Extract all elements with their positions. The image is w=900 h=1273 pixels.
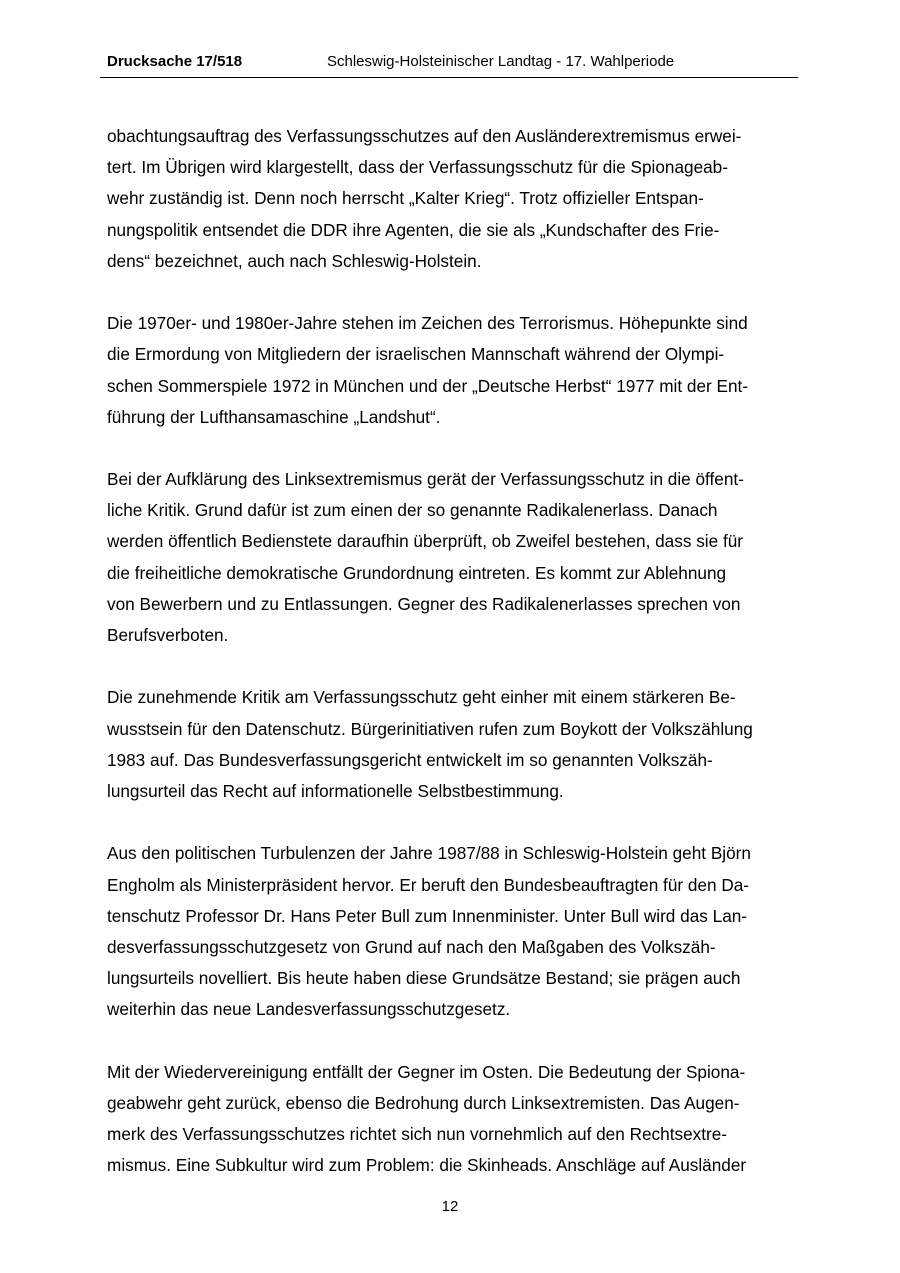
body-text: [107, 121, 803, 1213]
paragraph: [107, 121, 803, 277]
page-number: 12: [441, 1198, 459, 1215]
text-line: tert. Im Übrigen wird klargestellt, dass der Verfassungsschutz für die Spionageab-: [107, 157, 728, 178]
text-line: dens“ bezeichnet, auch nach Schleswig-Holstein.: [107, 250, 482, 271]
text-line: merk des Verfassungsschutzes richtet sich nun vornehmlich auf den Rechtsextre-: [107, 1124, 727, 1144]
paragraph: [107, 1057, 803, 1182]
text-line: Mit der Wiedervereinigung entfällt der Gegner im Osten. Die Bedeutung der Spiona-: [107, 1061, 746, 1082]
document-number: Drucksache 17/518: [107, 53, 243, 70]
text-line: Aus den politischen Turbulenzen der Jahre 1987/88 in Schleswig-Holstein geht Björn: [107, 843, 751, 864]
text-line: Die 1970er- und 1980er-Jahre stehen im Zeichen des Terrorismus. Höhepunkte sind: [107, 313, 748, 334]
text-line: von Bewerbern und zu Entlassungen. Gegner des Radikalenerlasses sprechen von: [107, 593, 741, 614]
text-line: wehr zuständig ist. Denn noch herrscht „Kalter Krieg“. Trotz offizieller Entspan-: [107, 188, 704, 209]
text-line: die freiheitliche demokratische Grundordnung eintreten. Es kommt zur Ablehnung: [107, 562, 727, 583]
text-line: schen Sommerspiele 1972 in München und der „Deutsche Herbst“ 1977 mit der Ent-: [107, 375, 749, 396]
text-line: obachtungsauftrag des Verfassungsschutzes auf den Ausländerextremismus erwei-: [107, 126, 742, 146]
paragraph: [107, 308, 803, 433]
text-line: lungsurteil das Recht auf informationelle Selbstbestimmung.: [107, 780, 564, 801]
text-line: tenschutz Professor Dr. Hans Peter Bull zum Innenminister. Unter Bull wird das Lan-: [107, 905, 748, 926]
text-line: Berufsverboten.: [107, 625, 229, 645]
text-line: desverfassungsschutzgesetz von Grund auf nach den Maßgaben des Volkszäh-: [107, 936, 716, 957]
text-line: nungspolitik entsendet die DDR ihre Agenten, die sie als „Kundschafter des Frie-: [107, 219, 720, 240]
text-line: Die zunehmende Kritik am Verfassungsschutz geht einher mit einem stärkeren Be-: [107, 687, 736, 708]
text-line: wusstsein für den Datenschutz. Bürgerinitiativen rufen zum Boykott der Volkszählung: [107, 718, 753, 739]
text-line: Engholm als Ministerpräsident hervor. Er beruft den Bundesbeauftragten für den Da-: [107, 874, 750, 895]
text-line: werden öffentlich Bedienstete daraufhin überprüft, ob Zweifel bestehen, dass sie für: [107, 531, 744, 552]
text-line: lungsurteils novelliert. Bis heute haben diese Grundsätze Bestand; sie prägen auch: [107, 968, 741, 989]
text-line: Bei der Aufklärung des Linksextremismus gerät der Verfassungsschutz in die öffent-: [107, 469, 744, 490]
text-line: weiterhin das neue Landesverfassungsschutzgesetz.: [107, 999, 511, 1020]
text-line: 1983 auf. Das Bundesverfassungsgericht entwickelt im so genannten Volkszäh-: [107, 749, 713, 770]
paragraph: [107, 838, 803, 1025]
paragraph: [107, 682, 803, 807]
text-line: die Ermordung von Mitgliedern der israelischen Mannschaft während der Olympi-: [107, 344, 725, 365]
text-line: liche Kritik. Grund dafür ist zum einen der so genannte Radikalenerlass. Danach: [107, 500, 718, 521]
paragraph: [107, 464, 803, 651]
text-line: führung der Lufthansamaschine „Landshut“.: [107, 406, 441, 427]
text-line: geabwehr geht zurück, ebenso die Bedrohung durch Linksextremisten. Das Augen-: [107, 1092, 740, 1113]
parliament-title: Schleswig-Holsteinischer Landtag - 17. Wahlperiode: [327, 53, 675, 70]
page-header: [100, 51, 798, 78]
text-line: mismus. Eine Subkultur wird zum Problem: die Skinheads. Anschläge auf Ausländer: [107, 1155, 747, 1176]
